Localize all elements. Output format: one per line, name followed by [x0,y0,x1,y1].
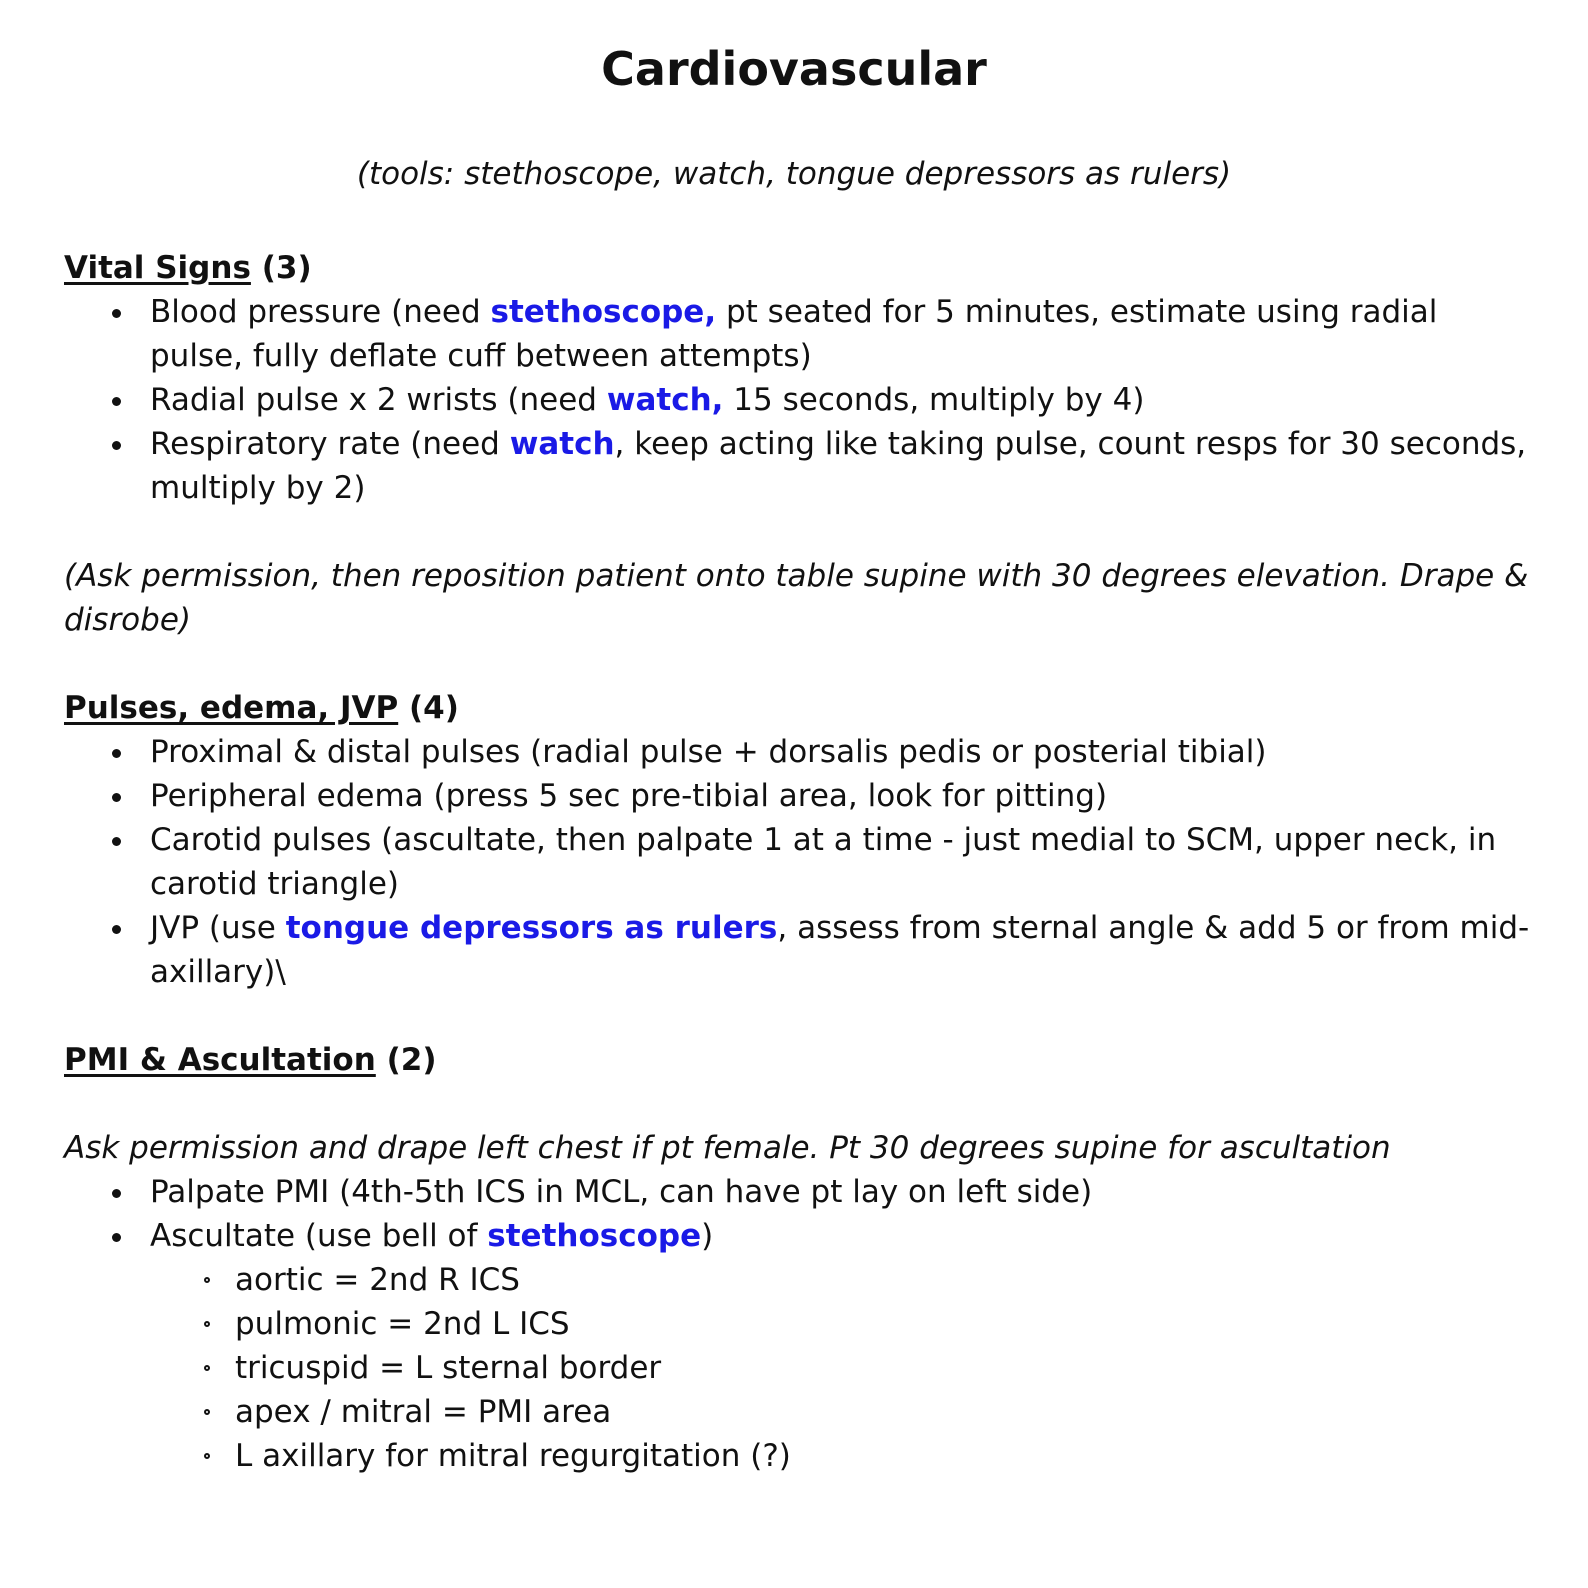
sub-list-item [64,1258,1534,1302]
tools-subtitle: (tools: stethoscope, watch, tongue depressors as rulers) [356,156,1232,192]
vital-signs-list [64,290,1534,510]
item-text: Blood pressure (need [150,294,491,330]
section-heading-pmi [64,1038,1534,1082]
heading-text: PMI & Ascultation [64,1042,376,1078]
sub-list-item [64,1434,1534,1478]
item-text: ) [701,1218,714,1254]
list-item [64,730,1534,774]
circle-bullet-icon [204,1365,210,1371]
list-item [64,1214,1534,1258]
circle-bullet-icon [204,1409,210,1415]
list-item [64,290,1534,378]
bullet-icon [112,793,121,802]
sub-list-item [64,1390,1534,1434]
item-text: Radial pulse x 2 wrists (need [150,382,607,418]
item-text: Palpate PMI (4th-5th ICS in MCL, can have pt lay on left side) [150,1174,1093,1210]
reposition-note: (Ask permission, then reposition patient onto table supine with 30 degrees elevation. Drape & disrobe) [64,558,1529,638]
item-text: Proximal & distal pulses (radial pulse + dorsalis pedis or posterial tibial) [150,734,1267,770]
heading-count: (4) [409,690,459,726]
list-item [64,378,1534,422]
sub-item-text: aortic = 2nd R ICS [235,1262,520,1298]
list-item [64,774,1534,818]
pulses-list [64,730,1534,994]
bullet-icon [112,837,121,846]
bullet-icon [112,925,121,934]
pmi-list [64,1170,1534,1258]
item-text: Carotid pulses (ascultate, then palpate 1 at a time - just medial to SCM, upper neck, in carotid triangle) [150,822,1497,902]
bullet-icon [112,441,121,450]
bullet-icon [112,397,121,406]
bullet-icon [112,309,121,318]
section-heading-pulses [64,686,1534,730]
heading-count: (2) [386,1042,437,1078]
tool-highlight: stethoscope, [490,294,717,330]
item-text: Peripheral edema (press 5 sec pre-tibial area, look for pitting) [150,778,1108,814]
tool-highlight: watch [509,426,615,462]
item-text: Ascultate (use bell of [150,1218,488,1254]
bullet-icon [112,1189,121,1198]
bullet-icon [112,1233,121,1242]
tool-highlight: stethoscope [487,1218,702,1254]
circle-bullet-icon [204,1321,210,1327]
circle-bullet-icon [204,1277,210,1283]
sub-item-text: L axillary for mitral regurgitation (?) [235,1438,791,1474]
item-text: , keep acting like taking pulse, count resps for 30 seconds, multiply by 2) [150,426,1527,506]
pmi-note: Ask permission and drape left chest if pt female. Pt 30 degrees supine for ascultation [64,1130,1391,1166]
sub-item-text: apex / mitral = PMI area [235,1394,612,1430]
section-heading-vital-signs [64,246,1534,290]
heading-text: Vital Signs [64,250,251,286]
list-item [64,422,1534,510]
bullet-icon [112,749,121,758]
item-text: pt seated for 5 minutes, estimate using radial pulse, fully deflate cuff between attempts) [150,294,1438,374]
list-item [64,818,1534,906]
tool-highlight: tongue depressors as rulers [285,910,778,946]
sub-list-item [64,1346,1534,1390]
heading-count: (3) [261,250,312,286]
item-text: JVP (use [150,910,286,946]
sub-item-text: tricuspid = L sternal border [235,1350,662,1386]
page-title: Cardiovascular [601,42,987,96]
heading-text: Pulses, edema, JVP [64,690,399,726]
item-text: Respiratory rate (need [150,426,510,462]
circle-bullet-icon [204,1453,210,1459]
list-item [64,906,1534,994]
item-text: , assess from sternal angle & add 5 or from mid-axillary)\ [150,910,1530,990]
tool-highlight: watch, [606,382,724,418]
auscultation-sites-list [64,1258,1534,1478]
content-body [64,246,1534,1478]
sub-list-item [64,1302,1534,1346]
sub-item-text: pulmonic = 2nd L ICS [235,1306,570,1342]
list-item [64,1170,1534,1214]
item-text: 15 seconds, multiply by 4) [723,382,1145,418]
